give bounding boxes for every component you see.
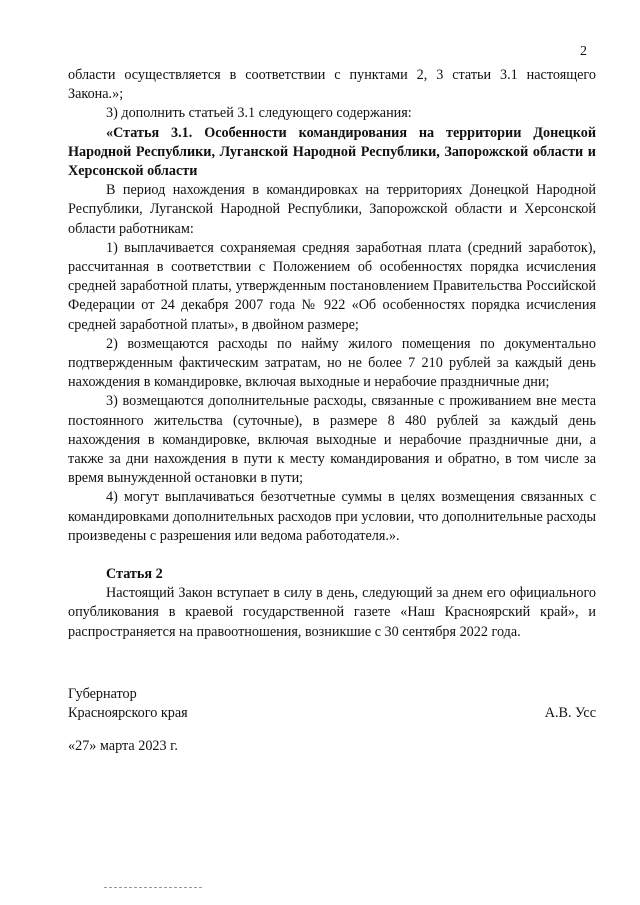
signing-date: «27» марта 2023 г. <box>68 738 178 754</box>
paragraph-amendment-intro: 3) дополнить статьей 3.1 следующего содержания: <box>106 105 412 122</box>
page-number: 2 <box>580 44 587 59</box>
list-item-1: 1) выплачивается сохраняемая средняя заработная плата (средний заработок), рассчитанная в соответствии с Положением об особенностях порядка исчисления средней заработной платы, утвержденным постановлением Правительства Российской Федерации от 24 декабря 2007 года № 922 «Об особенностях порядка исчисления средней заработной платы», в двойном размере; <box>68 239 596 333</box>
article-2-heading: Статья 2 <box>106 566 163 583</box>
list-item-3: 3) возмещаются дополнительные расходы, связанные с проживанием вне места постоянного жительства (суточные), в размере 8 480 рублей за каждый день нахождения в командировке, включая выходные и нерабочие праздничные дни, а также за дни нахождения в пути к месту командирования и обратно, в том числе за время вынужденной остановки в пути; <box>68 393 596 487</box>
signature-block <box>68 685 596 723</box>
paragraph-continuation: области осуществляется в соответствии с пунктами 2, 3 статьи 3.1 настоящего Закона.»; <box>68 67 596 103</box>
signature-name: А.В. Усс <box>544 705 596 722</box>
footer-divider <box>104 887 202 889</box>
signature-title-line1: Губернатор <box>68 686 137 702</box>
article-2-text: Настоящий Закон вступает в силу в день, следующий за днем его официального опубликования в краевой государственной газете «Наш Красноярский край», и распространяется на правоотношения, возникшие с 30 сентября 2022 года. <box>68 585 596 640</box>
list-item-4: 4) могут выплачиваться безотчетные суммы в целях возмещения связанных с командировками дополнительных расходов при условии, что дополнительные расходы произведены с разрешения или ведома работодателя.». <box>68 489 596 544</box>
list-item-2: 2) возмещаются расходы по найму жилого помещения по документально подтвержденным фактическим затратам, но не более 7 210 рублей за каждый день нахождения в командировке, включая выходные и нерабочие праздничные дни; <box>68 335 596 391</box>
paragraph-workers-intro: В период нахождения в командировках на территориях Донецкой Народной Республики, Луганской Народной Республики, Запорожской области и Херсонской области работникам: <box>68 182 596 237</box>
document-body <box>68 66 596 642</box>
article-3-1-heading: «Статья 3.1. Особенности командирования на территории Донецкой Народной Республики, Луганской Народной Республики, Запорожской области и Херсонской области <box>68 124 596 180</box>
signature-title-line2: Красноярского края <box>68 705 188 722</box>
